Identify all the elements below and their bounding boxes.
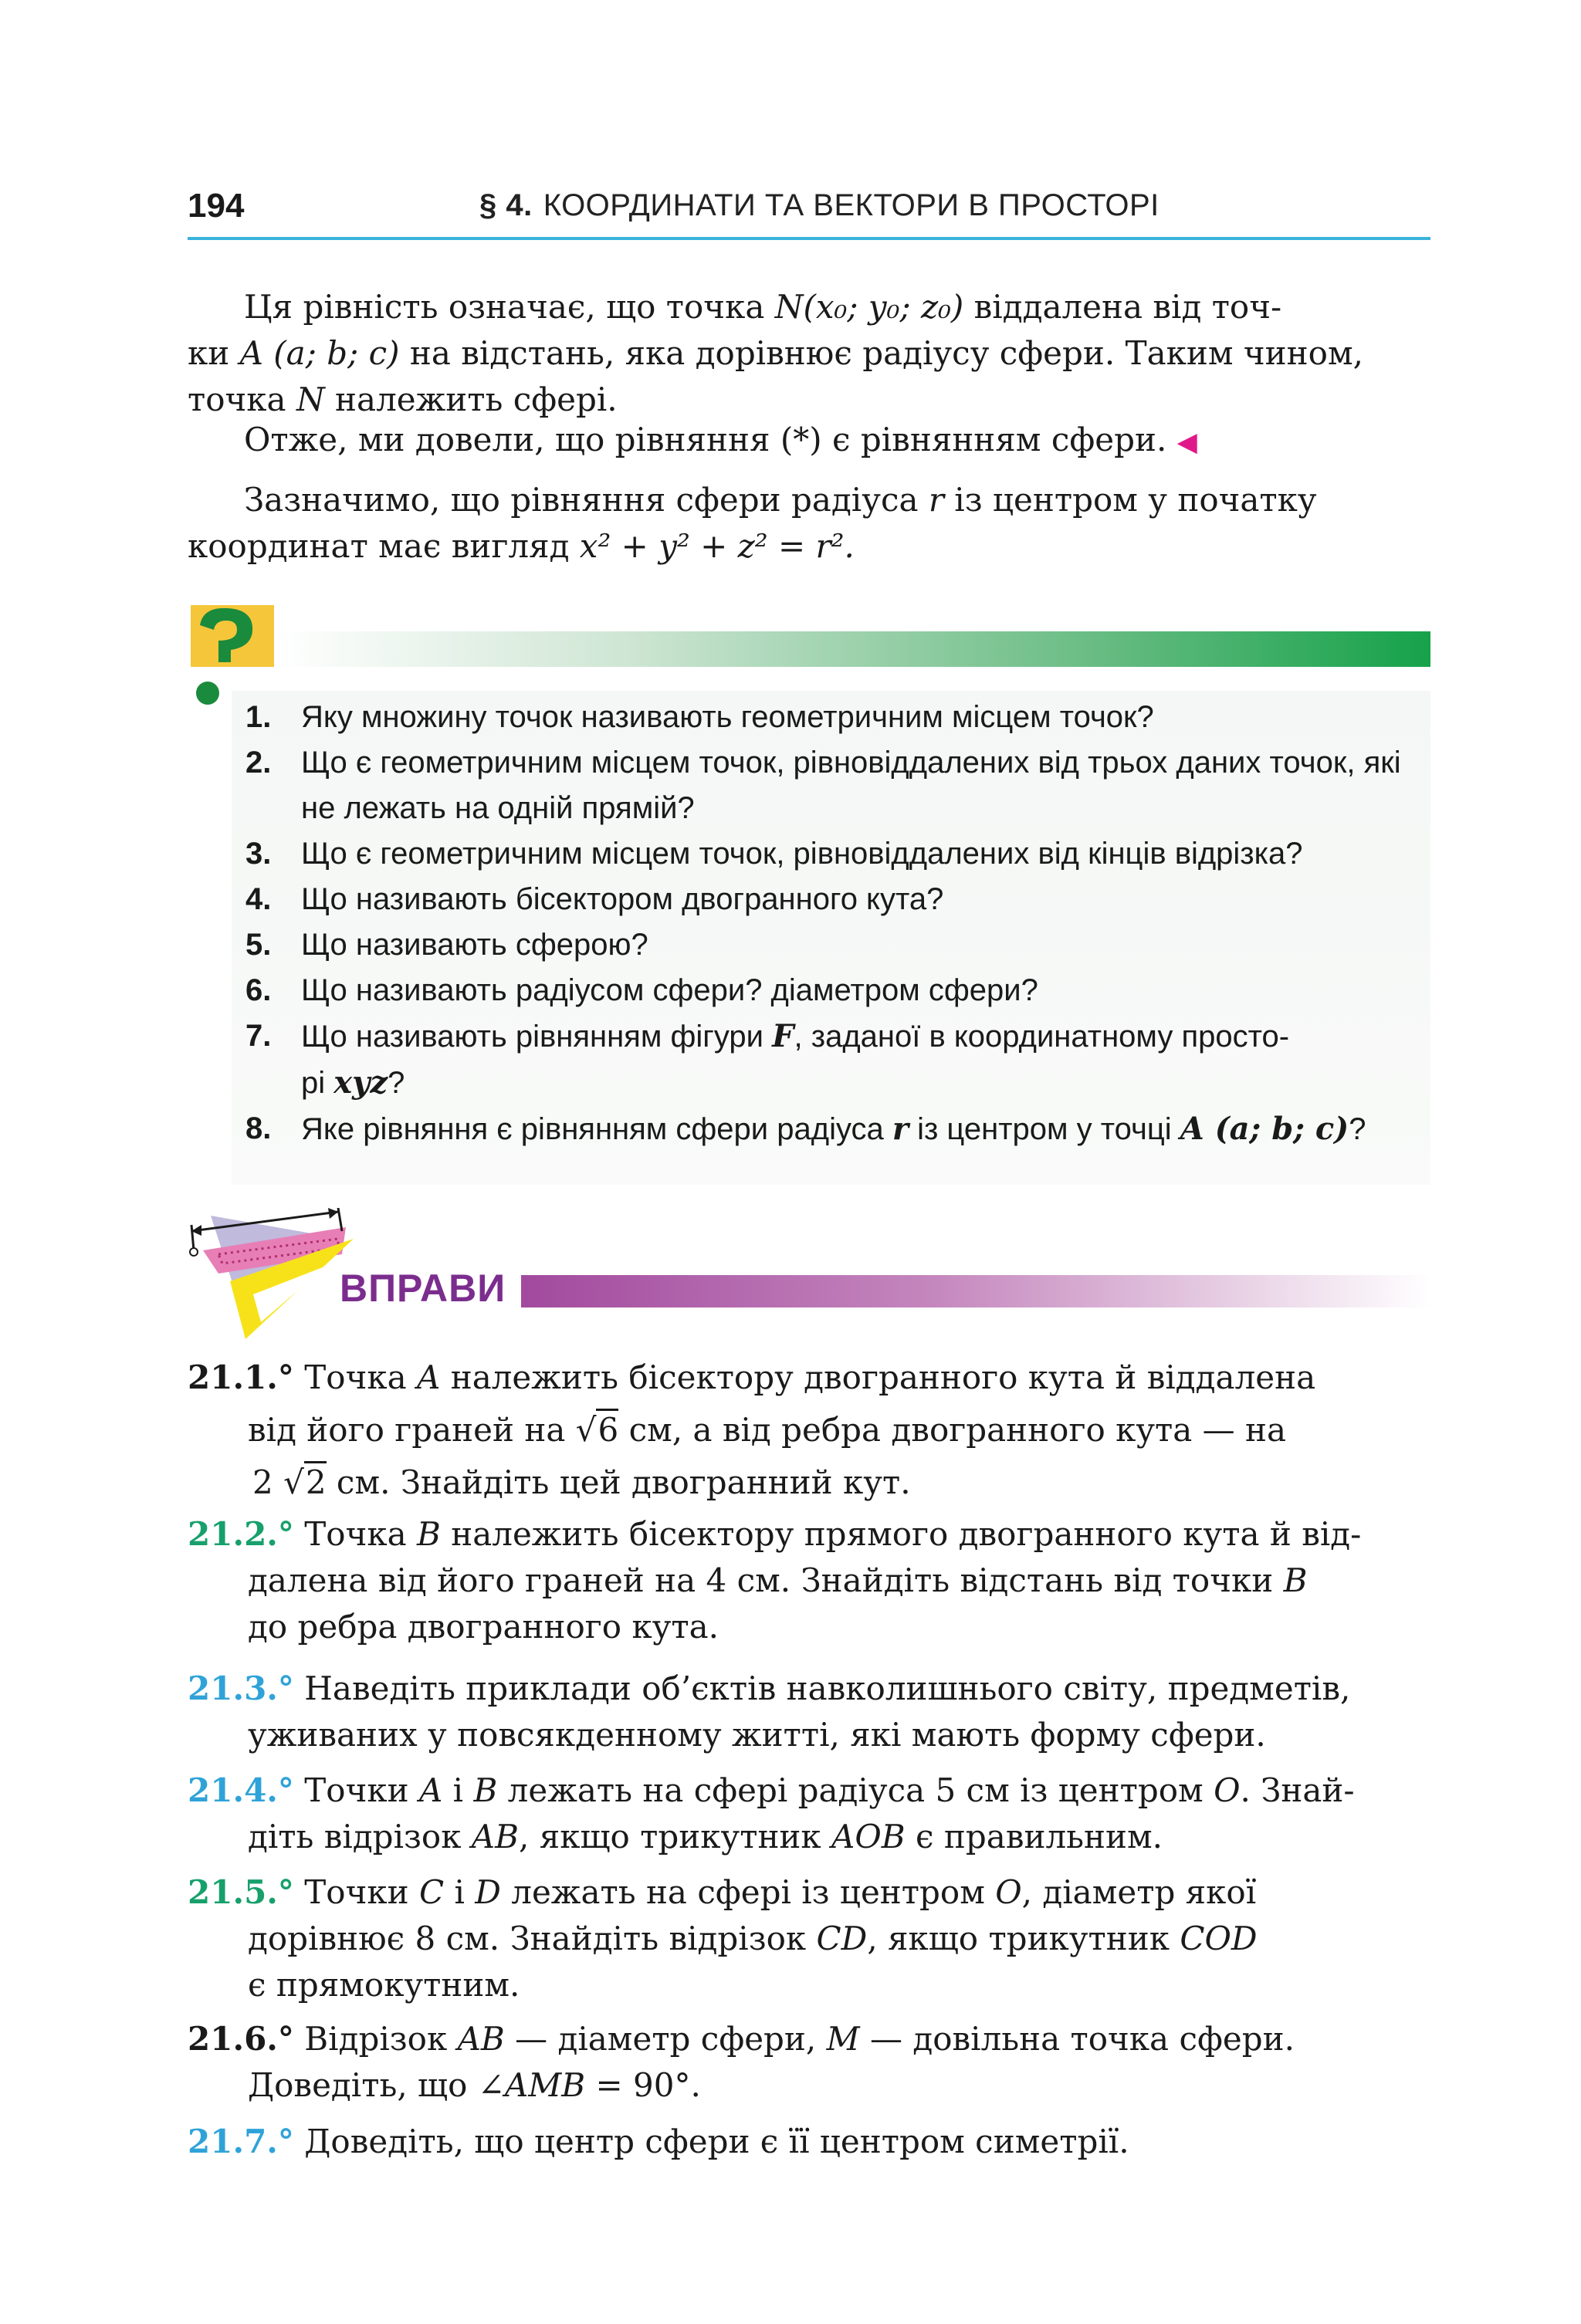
square-root-icon: √6 bbox=[576, 1409, 619, 1449]
page-number: 194 bbox=[188, 187, 245, 225]
question-2: 2. Що є геометричним місцем точок, рівновіддалених від трьох даних точок, які не лежать на одній прямій? bbox=[245, 746, 1401, 825]
paragraph-3: Зазначимо, що рівняння сфери радіуса r із центром у початку координат має вигляд x² + y² + z² = r². bbox=[188, 481, 1317, 565]
questions-list bbox=[245, 695, 1430, 1152]
question-4: 4. Що називають бісектором двогранного кута? bbox=[245, 882, 944, 916]
exercises-bar bbox=[521, 1275, 1430, 1307]
exercise-21-1: 21.1.° Точка A належить бісектору двогранного кута й віддалена від його граней на √6 см, а від ребра двогранного кута — на 2 √2 см. Знайдіть цей двогранний кут. bbox=[188, 1358, 1316, 1501]
exercise-21-4: 21.4.° Точки A і B лежать на сфері радіуса 5 см із центром O. Знай- діть відрізок AB, якщо трикутник AOB є правильним. bbox=[188, 1771, 1355, 1855]
question-8: 8. Яке рівняння є рівнянням сфери радіуса r із центром у точці A (a; b; c)? bbox=[245, 1111, 1366, 1147]
questions-bar bbox=[276, 631, 1430, 667]
question-mark-icon bbox=[188, 602, 277, 710]
question-6: 6. Що називають радіусом сфери? діаметром сфери? bbox=[245, 973, 1038, 1007]
exercise-21-7: 21.7.° Доведіть, що центр сфери є її центром симетрії. bbox=[188, 2123, 1129, 2160]
exercise-21-2: 21.2.° Точка B належить бісектору прямого двогранного кута й від- далена від його граней на 4 см. Знайдіть відстань від точки B до ребра двогранного кута. bbox=[188, 1515, 1362, 1646]
triangle-end-marker-icon: ◀ bbox=[1176, 427, 1197, 458]
section-mark: § 4. bbox=[479, 188, 533, 222]
page-header bbox=[188, 179, 1430, 241]
chapter-title bbox=[479, 188, 1160, 223]
header-rule bbox=[188, 237, 1430, 240]
ruler-triangle-icon bbox=[188, 1208, 357, 1343]
question-7: 7. Що називають рівнянням фігури F, заданої в координатному просто- рі xyz? bbox=[245, 1018, 1290, 1101]
square-root-icon: √2 bbox=[283, 1461, 327, 1501]
exercise-21-5: 21.5.° Точки C і D лежать на сфері із центром O, діаметр якої дорівнює 8 см. Знайдіть відрізок CD, якщо трикутник COD є прямокутним. bbox=[188, 1873, 1258, 2004]
exercise-21-6: 21.6.° Відрізок AB — діаметр сфери, M — довільна точка сфери. Доведіть, що ∠AMB = 90°. bbox=[188, 2020, 1295, 2104]
paragraph-1: Ця рівність означає, що точка N(x₀; y₀; z₀) віддалена від точ- ки A (a; b; c) на відстань, яка дорівнює радіусу сфери. Таким чином, точка N належить сфері. bbox=[188, 288, 1363, 418]
exercises-title: ВПРАВИ bbox=[340, 1267, 506, 1310]
question-3: 3. Що є геометричним місцем точок, рівновіддалених від кінців відрізка? bbox=[245, 837, 1303, 871]
question-1: 1. Яку множину точок називають геометричним місцем точок? bbox=[245, 700, 1154, 734]
exercise-21-3: 21.3.° Наведіть приклади об’єктів навколишнього світу, предметів, уживаних у повсякденному житті, які мають форму сфери. bbox=[188, 1669, 1351, 1754]
question-5: 5. Що називають сферою? bbox=[245, 928, 648, 962]
paragraph-2: Отже, ми довели, що рівняння (*) є рівнянням сфери. ◀ bbox=[244, 421, 1197, 458]
section-title: КООРДИНАТИ ТА ВЕКТОРИ В ПРОСТОРІ bbox=[543, 188, 1160, 222]
